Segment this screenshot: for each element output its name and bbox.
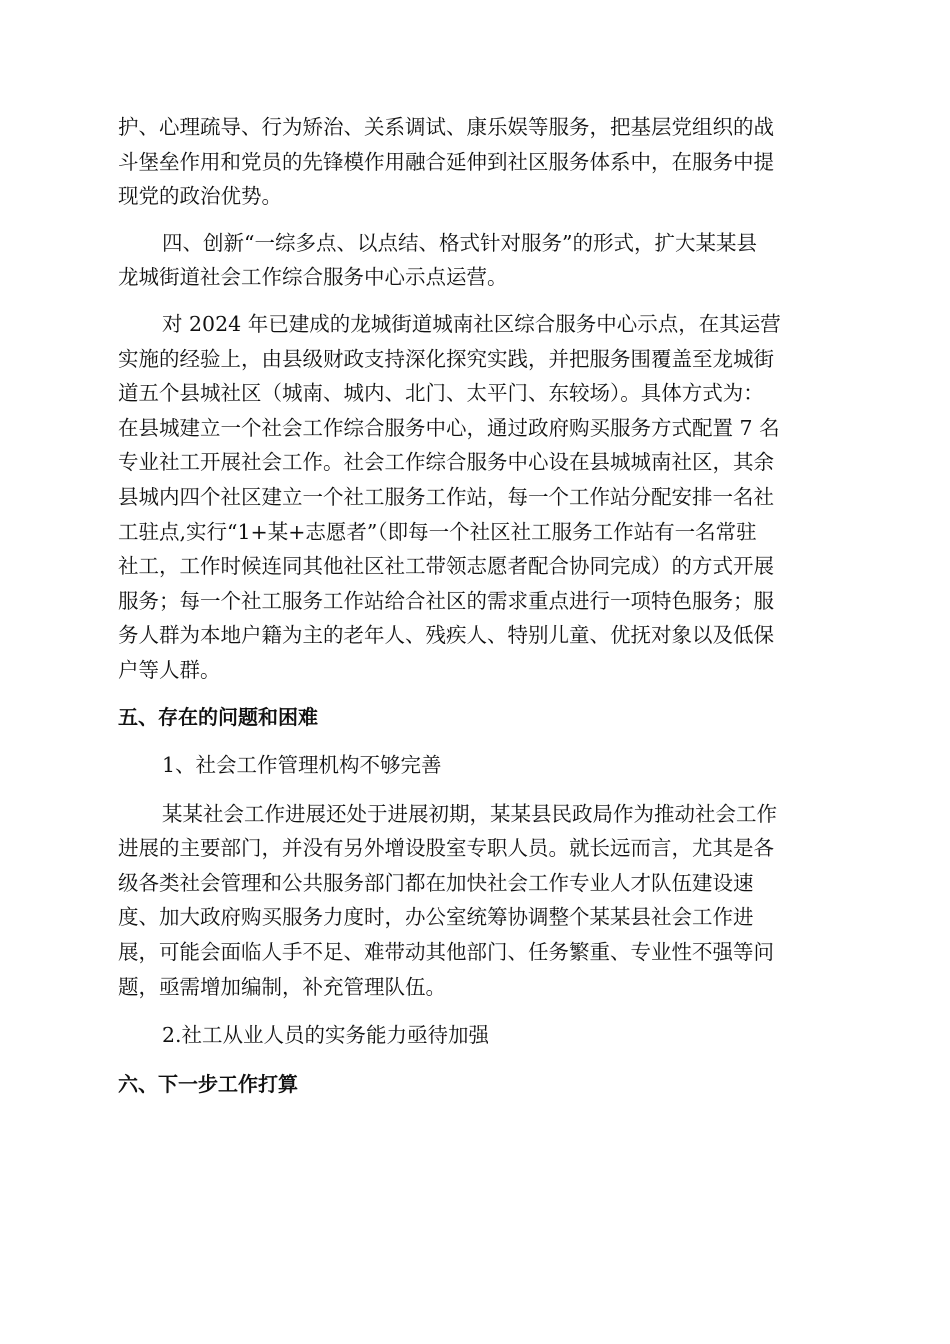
text-line: 道五个县城社区（城南、城内、北门、太平门、东较场）。具体方式为： <box>118 381 764 406</box>
paragraph-service-continuation <box>118 110 832 214</box>
subheading-practice-ability: 2.社工从业人员的实务能力亟待加强 <box>162 1023 490 1048</box>
text-line: 斗堡垒作用和党员的先锋模作用融合延伸到社区服务体系中，在服务中提 <box>118 149 774 174</box>
paragraph-demo-site-operation <box>118 307 832 688</box>
text-line: 护、心理疏导、行为矫治、关系调试、康乐娱等服务，把基层党组织的战 <box>118 115 774 139</box>
text-line: 在县城建立一个社会工作综合服务中心，通过政府购买服务方式配置 7 名 <box>118 415 780 440</box>
subheading-one <box>118 748 832 783</box>
heading-problems: 五、存在的问题和困难 <box>118 704 318 729</box>
text-line: 工驻点,实行“1+某+志愿者”（即每一个社区社工服务工作站有一名常驻 <box>118 519 757 544</box>
text-line: 现党的政治优势。 <box>118 184 282 209</box>
text-line: 度、加大政府购买服务力度时，办公室统筹协调整个某某县社会工作进 <box>118 905 754 930</box>
document-page <box>118 110 832 1101</box>
paragraph-management-issue <box>118 797 832 1005</box>
section-heading-six <box>118 1067 832 1102</box>
text-line: 龙城街道社会工作综合服务中心示点运营。 <box>118 265 508 290</box>
text-line: 级各类社会管理和公共服务部门都在加快社会工作专业人才队伍建设速 <box>118 870 754 895</box>
text-line: 实施的经验上，由县级财政支持深化探究实践，并把服务围覆盖至龙城街 <box>118 346 774 371</box>
text-line: 务人群为本地户籍为主的老年人、残疾人、特别儿童、优抚对象以及低保 <box>118 623 774 648</box>
section-heading-five <box>118 700 832 735</box>
paragraph-section-four-title <box>118 226 832 295</box>
text-line: 专业社工开展社会工作。社会工作综合服务中心设在县城城南社区，其余 <box>118 450 774 475</box>
text-line: 进展的主要部门，并没有另外增设股室专职人员。就长远而言，尤其是各 <box>118 836 774 861</box>
text-line: 社工，工作时候连同其他社区社工带领志愿者配合协同完成）的方式开展 <box>118 554 774 579</box>
subheading-management-structure: 1、社会工作管理机构不够完善 <box>162 753 442 778</box>
text-line: 展，可能会面临人手不足、难带动其他部门、任务繁重、专业性不强等问 <box>118 940 774 965</box>
heading-next-steps: 六、下一步工作打算 <box>118 1071 298 1096</box>
text-line: 户等人群。 <box>118 657 221 682</box>
text-line: 某某社会工作进展还处于进展初期，某某县民政局作为推动社会工作 <box>162 801 777 826</box>
text-line: 对 2024 年已建成的龙城街道城南社区综合服务中心示点，在其运营 <box>162 311 781 336</box>
subheading-two <box>118 1018 832 1053</box>
text-line: 题，亟需增加编制，补充管理队伍。 <box>118 974 446 999</box>
text-line: 县城内四个社区建立一个社工服务工作站，每一个工作站分配安排一名社 <box>118 484 774 509</box>
text-line: 四、创新“一综多点、以点结、格式针对服务”的形式，扩大某某县 <box>162 230 757 255</box>
text-line: 服务；每一个社工服务工作站给合社区的需求重点进行一项特色服务；服 <box>118 588 774 613</box>
